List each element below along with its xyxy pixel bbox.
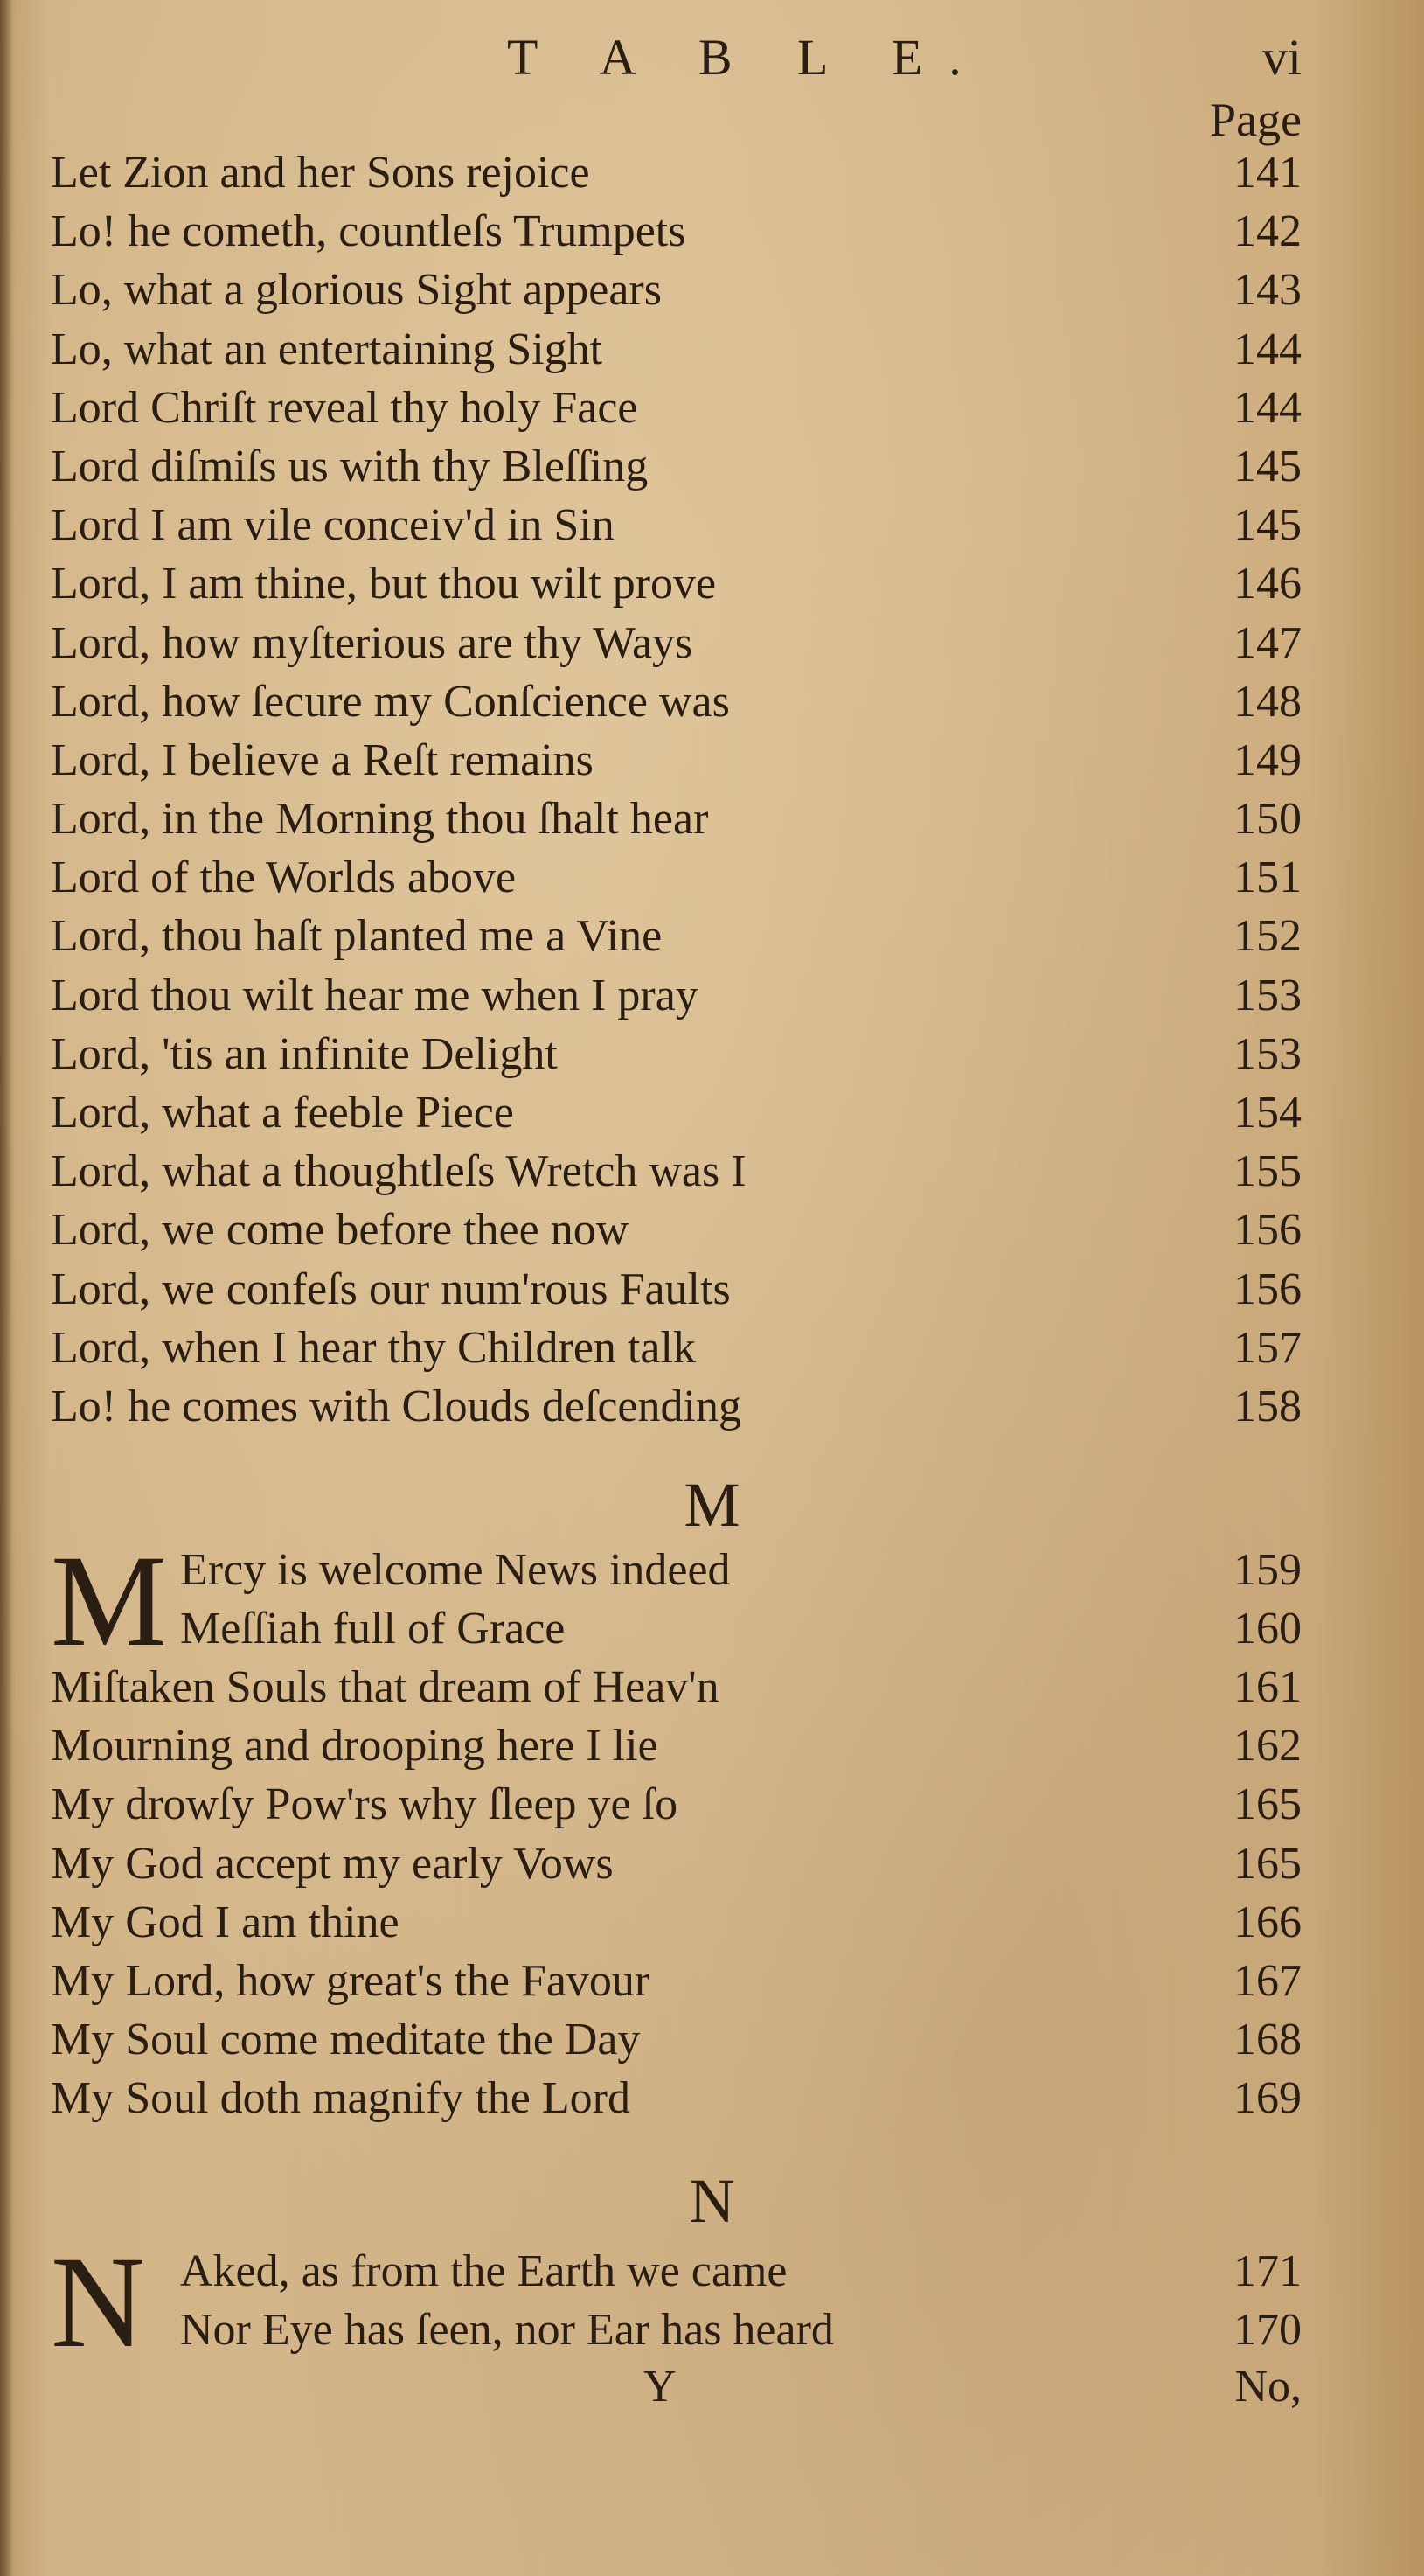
- section-n-dropcap-block: [51, 2230, 1302, 2375]
- folio-number: vi: [1261, 29, 1302, 86]
- entry-page-number: 144: [1233, 324, 1302, 374]
- table-entry: [51, 1897, 1302, 1955]
- table-entry: [51, 382, 1302, 441]
- entry-first-line: Mourning and drooping here I lie: [51, 1721, 658, 1772]
- table-entry: [51, 264, 1302, 323]
- entry-first-line: Lo, what a glorious Sight appears: [51, 265, 662, 316]
- table-entry: [51, 1322, 1302, 1381]
- entry-page-number: 165: [1233, 1779, 1302, 1830]
- entry-first-line: Lord, we confeſs our num'rous Faults: [51, 1264, 731, 1314]
- table-entry: [51, 147, 1302, 205]
- entry-page-number: 154: [1233, 1088, 1302, 1138]
- entry-page-number: 156: [1233, 1205, 1302, 1256]
- table-entry: [51, 1720, 1302, 1779]
- entry-page-number: 162: [1233, 1721, 1302, 1772]
- entry-first-line: Lord, in the Morning thou ſhalt hear: [51, 794, 709, 845]
- entry-page-number: 148: [1233, 676, 1302, 727]
- entry-page-number: 170: [1233, 2305, 1302, 2356]
- table-entry: [51, 676, 1302, 735]
- table-entry: [51, 2014, 1302, 2072]
- table-entry: [51, 1661, 1302, 1720]
- table-entry: [51, 1087, 1302, 1145]
- entry-page-number: 141: [1233, 148, 1302, 198]
- table-entry: [51, 1381, 1302, 1439]
- running-header: [0, 28, 1424, 89]
- entry-page-number: 156: [1233, 1264, 1302, 1314]
- table-entry: [51, 970, 1302, 1028]
- dropcap-m: M: [51, 1528, 168, 1674]
- entry-first-line: Lord, 'tis an infinite Delight: [51, 1028, 558, 1079]
- entry-page-number: 145: [1233, 500, 1302, 551]
- signature-mark: Y: [643, 2362, 677, 2412]
- section-letter-n: N: [689, 2166, 735, 2236]
- table-entry: [51, 793, 1302, 852]
- entry-page-number: 160: [1233, 1604, 1302, 1654]
- entry-page-number: 159: [1233, 1545, 1302, 1595]
- table-entry: [51, 910, 1302, 969]
- entry-first-line: Lord I am vile conceiv'd in Sin: [51, 500, 615, 551]
- table-entry: [51, 324, 1302, 382]
- page-footer: [0, 2361, 1424, 2422]
- entry-page-number: 146: [1233, 559, 1302, 609]
- entry-first-line: Lo, what an entertaining Sight: [51, 324, 603, 374]
- table-entry: [51, 1264, 1302, 1322]
- entry-page-number: 158: [1233, 1381, 1302, 1431]
- entry-page-number: 150: [1233, 794, 1302, 845]
- entry-first-line: Lo! he cometh, countleſs Trumpets: [51, 206, 686, 257]
- table-entry: [51, 2072, 1302, 2131]
- catchword: No,: [1234, 2362, 1302, 2412]
- section-m-entries: [51, 1661, 1302, 2132]
- entry-page-number: 161: [1233, 1662, 1302, 1712]
- table-entry: [51, 2245, 1302, 2304]
- table-entry: [51, 1779, 1302, 1837]
- entry-page-number: 151: [1233, 853, 1302, 903]
- table-entry: [51, 1955, 1302, 2014]
- table-entry: [51, 205, 1302, 264]
- entry-first-line: Lord, how ſecure my Conſcience was: [51, 676, 730, 727]
- entry-first-line: Lord, how myſterious are thy Ways: [51, 617, 693, 668]
- entry-first-line: Let Zion and her Sons rejoice: [51, 148, 590, 198]
- entry-first-line: My drowſy Pow'rs why ſleep ye ſo: [51, 1779, 678, 1830]
- entry-page-number: 144: [1233, 382, 1302, 433]
- section-m-dropcap-block: [51, 1528, 1302, 1674]
- entry-first-line: Lord, thou haſt planted me a Vine: [51, 911, 663, 962]
- entry-page-number: 166: [1233, 1897, 1302, 1947]
- table-entry: [51, 499, 1302, 558]
- entry-first-line: My Soul doth magnify the Lord: [51, 2073, 630, 2124]
- entry-page-number: 165: [1233, 1838, 1302, 1889]
- dropcap-n: N: [51, 2230, 146, 2375]
- entry-page-number: 169: [1233, 2073, 1302, 2124]
- entry-first-line: Lord diſmiſs us with thy Bleſſing: [51, 441, 649, 491]
- table-entry: [51, 1145, 1302, 1204]
- entry-first-line: My Lord, how great's the Favour: [51, 1955, 650, 2006]
- table-entry: [51, 1204, 1302, 1263]
- table-entry: [51, 1028, 1302, 1087]
- table-entry: [51, 1544, 1302, 1603]
- entry-first-line: Lord of the Worlds above: [51, 853, 517, 903]
- entry-first-line: Meſſiah full of Grace: [180, 1604, 566, 1654]
- table-entry: [51, 1603, 1302, 1661]
- entry-first-line: Lord, what a thoughtleſs Wretch was I: [51, 1146, 747, 1197]
- entry-page-number: 171: [1233, 2246, 1302, 2296]
- table-entry: [51, 441, 1302, 499]
- entry-first-line: Lord, I am thine, but thou wilt prove: [51, 559, 717, 609]
- table-entry: [51, 852, 1302, 910]
- entry-page-number: 147: [1233, 617, 1302, 668]
- entry-first-line: Lord thou wilt hear me when I pray: [51, 970, 698, 1020]
- entry-first-line: Lord, what a feeble Piece: [51, 1088, 514, 1138]
- entry-first-line: My God accept my early Vows: [51, 1838, 614, 1889]
- section-l-entries: [51, 147, 1302, 1439]
- entry-page-number: 167: [1233, 1955, 1302, 2006]
- entry-first-line: Ercy is welcome News indeed: [180, 1545, 731, 1595]
- entry-first-line: My God I am thine: [51, 1897, 399, 1947]
- table-entry: [51, 735, 1302, 793]
- entry-page-number: 145: [1233, 441, 1302, 491]
- table-entry: [51, 2304, 1302, 2363]
- entry-first-line: Lord Chriſt reveal thy holy Face: [51, 382, 638, 433]
- entry-first-line: Miſtaken Souls that dream of Heav'n: [51, 1662, 719, 1712]
- table-entry: [51, 617, 1302, 676]
- entry-first-line: Lord, I believe a Reſt remains: [51, 735, 594, 785]
- entry-page-number: 157: [1233, 1322, 1302, 1373]
- table-entry: [51, 558, 1302, 616]
- entry-page-number: 142: [1233, 206, 1302, 257]
- page-column-label: Page: [1210, 94, 1302, 146]
- entry-page-number: 155: [1233, 1146, 1302, 1197]
- entry-page-number: 143: [1233, 265, 1302, 316]
- entry-page-number: 152: [1233, 911, 1302, 962]
- entry-page-number: 168: [1233, 2015, 1302, 2065]
- entry-first-line: Nor Eye has ſeen, nor Ear has heard: [180, 2305, 834, 2356]
- entry-first-line: Lord, when I hear thy Children talk: [51, 1322, 696, 1373]
- table-title: T A B L E.: [507, 29, 988, 86]
- entry-first-line: Lo! he comes with Clouds deſcending: [51, 1381, 741, 1431]
- entry-first-line: My Soul come meditate the Day: [51, 2015, 641, 2065]
- table-entry: [51, 1838, 1302, 1897]
- entry-first-line: Aked, as from the Earth we came: [180, 2246, 788, 2296]
- entry-first-line: Lord, we come before thee now: [51, 1205, 629, 1256]
- entry-page-number: 149: [1233, 735, 1302, 785]
- section-letter-m: M: [684, 1470, 740, 1540]
- entry-page-number: 153: [1233, 1028, 1302, 1079]
- entry-page-number: 153: [1233, 970, 1302, 1020]
